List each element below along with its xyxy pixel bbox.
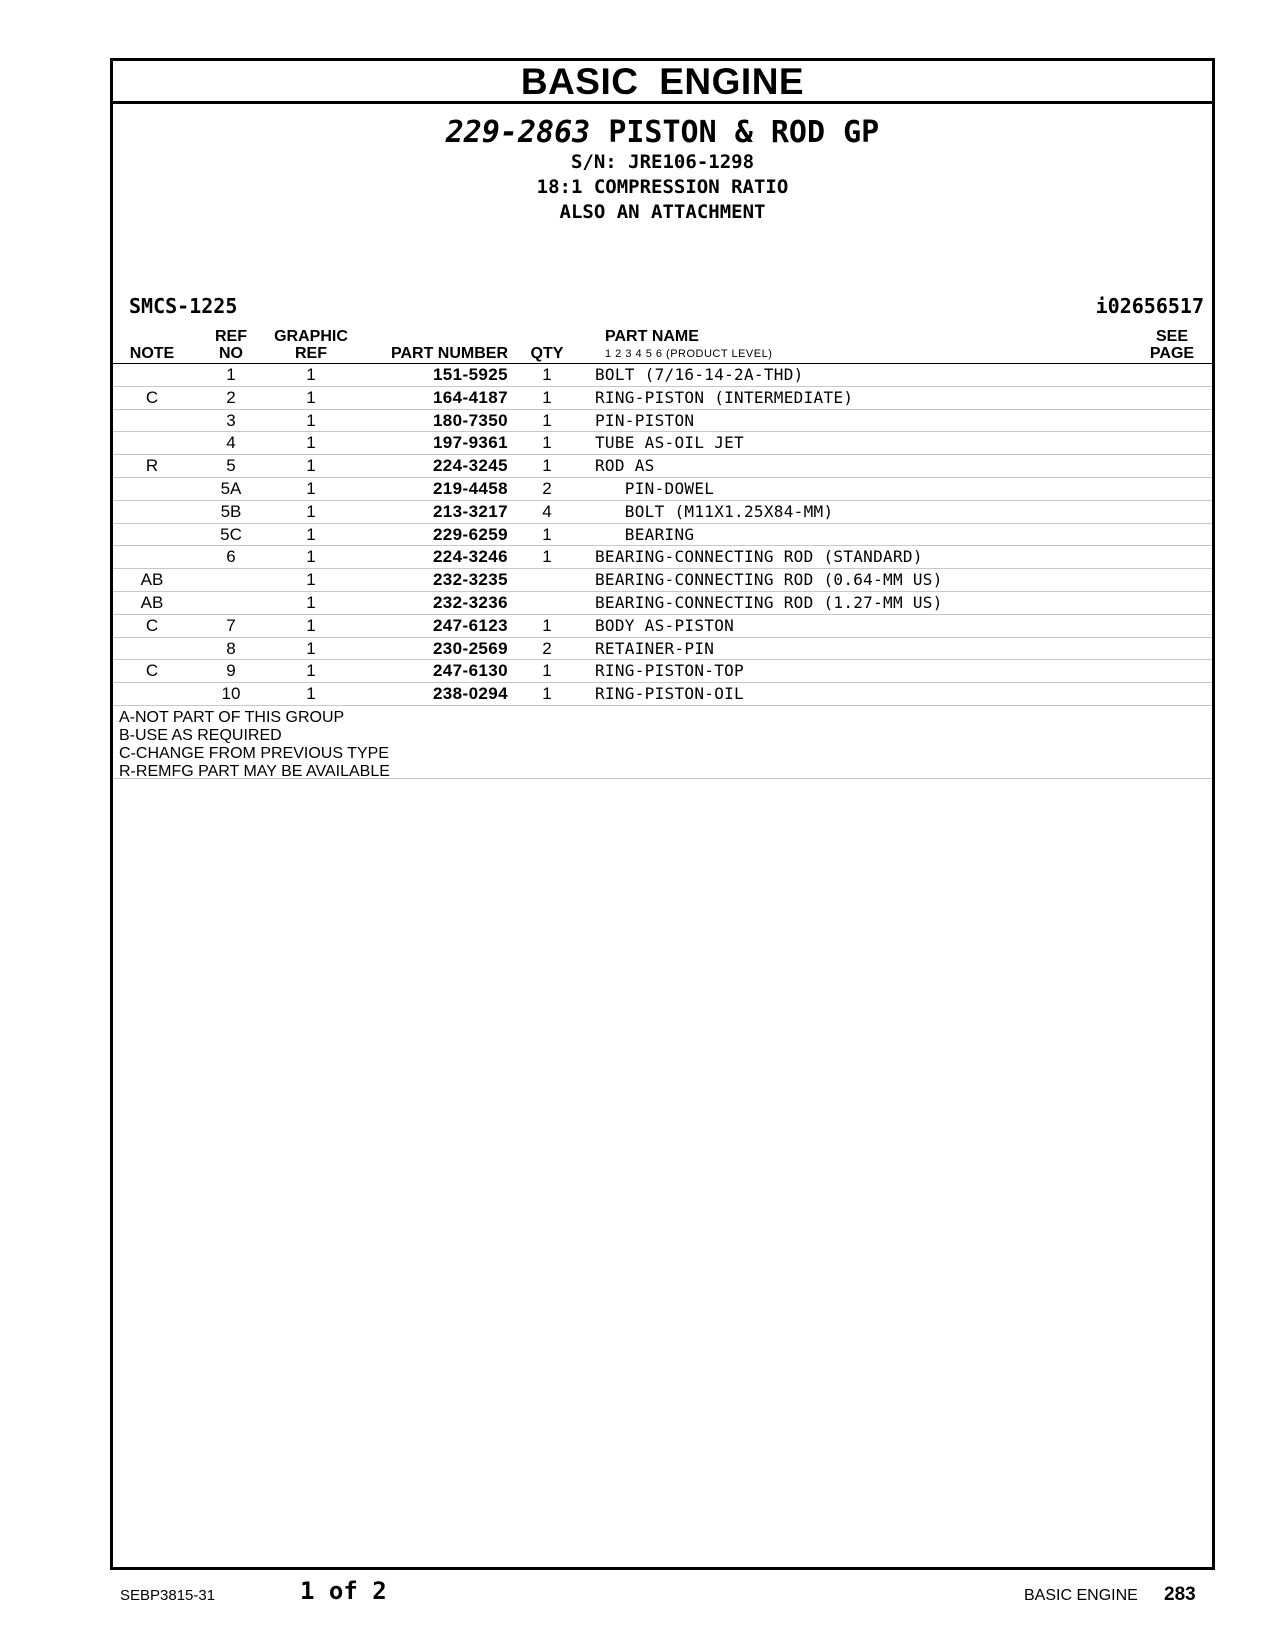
cell-part-number: 224-3246 [432, 547, 508, 567]
cell-qty: 4 [542, 501, 552, 521]
cell-part-name: BOLT (M11X1.25X84-MM) [595, 501, 834, 521]
cell-part-number: 232-3235 [432, 570, 508, 590]
cell-part-number: 219-4458 [432, 478, 508, 498]
cell-graphic-ref: 1 [306, 615, 316, 635]
cell-note: AB [140, 592, 164, 612]
cell-part-number: 197-9361 [432, 433, 508, 453]
cell-note: C [145, 615, 159, 635]
footer-section: BASIC ENGINE [1024, 1587, 1138, 1604]
cell-qty: 1 [542, 684, 552, 704]
table-row [113, 524, 1212, 547]
table-row [113, 592, 1212, 615]
cell-graphic-ref: 1 [306, 661, 316, 681]
cell-part-number: 224-3245 [432, 456, 508, 476]
legend-item: A-NOT PART OF THIS GROUP [119, 709, 345, 726]
cell-part-name: BODY AS-PISTON [595, 615, 735, 635]
cell-ref-no: 5 [226, 456, 236, 476]
table-row [113, 387, 1212, 410]
cell-graphic-ref: 1 [306, 570, 316, 590]
cell-graphic-ref: 1 [306, 410, 316, 430]
col-ref-no: REF NO [215, 328, 247, 362]
cell-ref-no: 2 [226, 387, 236, 407]
col-part-number: PART NUMBER [390, 345, 508, 362]
cell-qty: 1 [542, 456, 552, 476]
notes-legend [113, 707, 1212, 779]
group-note-compression: 18:1 COMPRESSION RATIO [536, 176, 789, 198]
group-name: PISTON & ROD GP [608, 115, 880, 150]
cell-part-name: BEARING-CONNECTING ROD (STANDARD) [595, 547, 923, 567]
cell-qty: 1 [542, 524, 552, 544]
col-graphic-ref: GRAPHIC REF [274, 328, 348, 362]
info-id: i02656517 [1095, 294, 1204, 318]
group-note-attachment: ALSO AN ATTACHMENT [559, 201, 766, 223]
cell-part-name: PIN-PISTON [595, 410, 695, 430]
cell-qty: 2 [542, 638, 552, 658]
table-row [113, 615, 1212, 638]
table-row [113, 410, 1212, 433]
cell-ref-no: 1 [226, 365, 236, 384]
cell-part-number: 180-7350 [432, 410, 508, 430]
col-qty: QTY [530, 345, 564, 362]
page-footer [0, 1573, 1275, 1613]
table-row [113, 683, 1212, 706]
parts-table-body [113, 364, 1212, 706]
cell-part-name: RING-PISTON (INTERMEDIATE) [595, 387, 854, 407]
cell-part-name: RING-PISTON-TOP [595, 661, 744, 681]
page-of: 1 of 2 [300, 1577, 387, 1605]
page-frame [110, 58, 1215, 1570]
group-header [113, 116, 1212, 225]
cell-ref-no: 4 [226, 433, 236, 453]
cell-note: C [145, 387, 159, 407]
cell-graphic-ref: 1 [306, 365, 316, 384]
col-see-page: SEE PAGE [1149, 328, 1195, 362]
page-number: 283 [1164, 1584, 1196, 1605]
product-level-scale: 1 2 3 4 5 6 (PRODUCT LEVEL) [605, 348, 773, 360]
identifier-row [113, 294, 1212, 320]
cell-graphic-ref: 1 [306, 433, 316, 453]
table-row [113, 638, 1212, 661]
serial-number: S/N: JRE106-1298 [570, 151, 755, 173]
cell-graphic-ref: 1 [306, 592, 316, 612]
smcs-code: SMCS-1225 [129, 294, 238, 318]
cell-ref-no: 5A [220, 478, 242, 498]
cell-part-name: ROD AS [595, 456, 655, 476]
document-id: SEBP3815-31 [120, 1587, 216, 1604]
cell-qty: 1 [542, 365, 552, 384]
cell-part-number: 229-6259 [432, 524, 508, 544]
group-title [113, 116, 1212, 150]
table-header [113, 326, 1212, 364]
cell-ref-no: 8 [226, 638, 236, 658]
legend-item: B-USE AS REQUIRED [119, 727, 282, 744]
cell-ref-no: 5B [220, 501, 242, 521]
cell-note: AB [140, 570, 164, 590]
cell-note: C [145, 661, 159, 681]
cell-ref-no: 7 [226, 615, 236, 635]
cell-part-name: TUBE AS-OIL JET [595, 433, 744, 453]
col-note: NOTE [129, 345, 175, 362]
cell-ref-no: 9 [226, 661, 236, 681]
cell-qty: 1 [542, 433, 552, 453]
cell-graphic-ref: 1 [306, 501, 316, 521]
table-row [113, 432, 1212, 455]
cell-part-name: BOLT (7/16-14-2A-THD) [595, 365, 804, 384]
section-banner [113, 61, 1212, 104]
cell-part-number: 151-5925 [432, 365, 508, 384]
cell-part-name: PIN-DOWEL [595, 478, 715, 498]
cell-part-name: RING-PISTON-OIL [595, 684, 744, 704]
cell-graphic-ref: 1 [306, 547, 316, 567]
cell-qty: 1 [542, 615, 552, 635]
legend-item: C-CHANGE FROM PREVIOUS TYPE [119, 745, 389, 762]
cell-part-number: 164-4187 [432, 387, 508, 407]
cell-part-name: BEARING [595, 524, 695, 544]
section-title: BASIC ENGINE [520, 60, 805, 102]
cell-part-number: 213-3217 [432, 501, 508, 521]
cell-graphic-ref: 1 [306, 638, 316, 658]
cell-ref-no: 10 [221, 684, 241, 704]
cell-part-number: 232-3236 [432, 592, 508, 612]
cell-ref-no: 5C [220, 524, 242, 544]
cell-part-number: 247-6130 [432, 661, 508, 681]
table-row [113, 455, 1212, 478]
cell-ref-no: 6 [226, 547, 236, 567]
cell-part-number: 247-6123 [432, 615, 508, 635]
cell-part-name: RETAINER-PIN [595, 638, 715, 658]
cell-qty: 1 [542, 661, 552, 681]
cell-part-number: 238-0294 [432, 684, 508, 704]
cell-graphic-ref: 1 [306, 456, 316, 476]
col-part-name: PART NAME 1 2 3 4 5 6 (PRODUCT LEVEL) [605, 328, 772, 363]
cell-qty: 2 [542, 478, 552, 498]
table-row [113, 660, 1212, 683]
table-row [113, 501, 1212, 524]
cell-qty: 1 [542, 547, 552, 567]
cell-graphic-ref: 1 [306, 387, 316, 407]
group-number: 229-2863 [445, 115, 591, 150]
cell-part-name: BEARING-CONNECTING ROD (0.64-MM US) [595, 570, 943, 590]
cell-graphic-ref: 1 [306, 524, 316, 544]
table-row [113, 364, 1212, 387]
cell-graphic-ref: 1 [306, 684, 316, 704]
cell-part-number: 230-2569 [432, 638, 508, 658]
legend-item: R-REMFG PART MAY BE AVAILABLE [119, 763, 390, 780]
table-row [113, 569, 1212, 592]
cell-note: R [145, 456, 159, 476]
cell-graphic-ref: 1 [306, 478, 316, 498]
cell-qty: 1 [542, 410, 552, 430]
cell-ref-no: 3 [226, 410, 236, 430]
cell-qty: 1 [542, 387, 552, 407]
table-row [113, 478, 1212, 501]
cell-part-name: BEARING-CONNECTING ROD (1.27-MM US) [595, 592, 943, 612]
table-row [113, 546, 1212, 569]
